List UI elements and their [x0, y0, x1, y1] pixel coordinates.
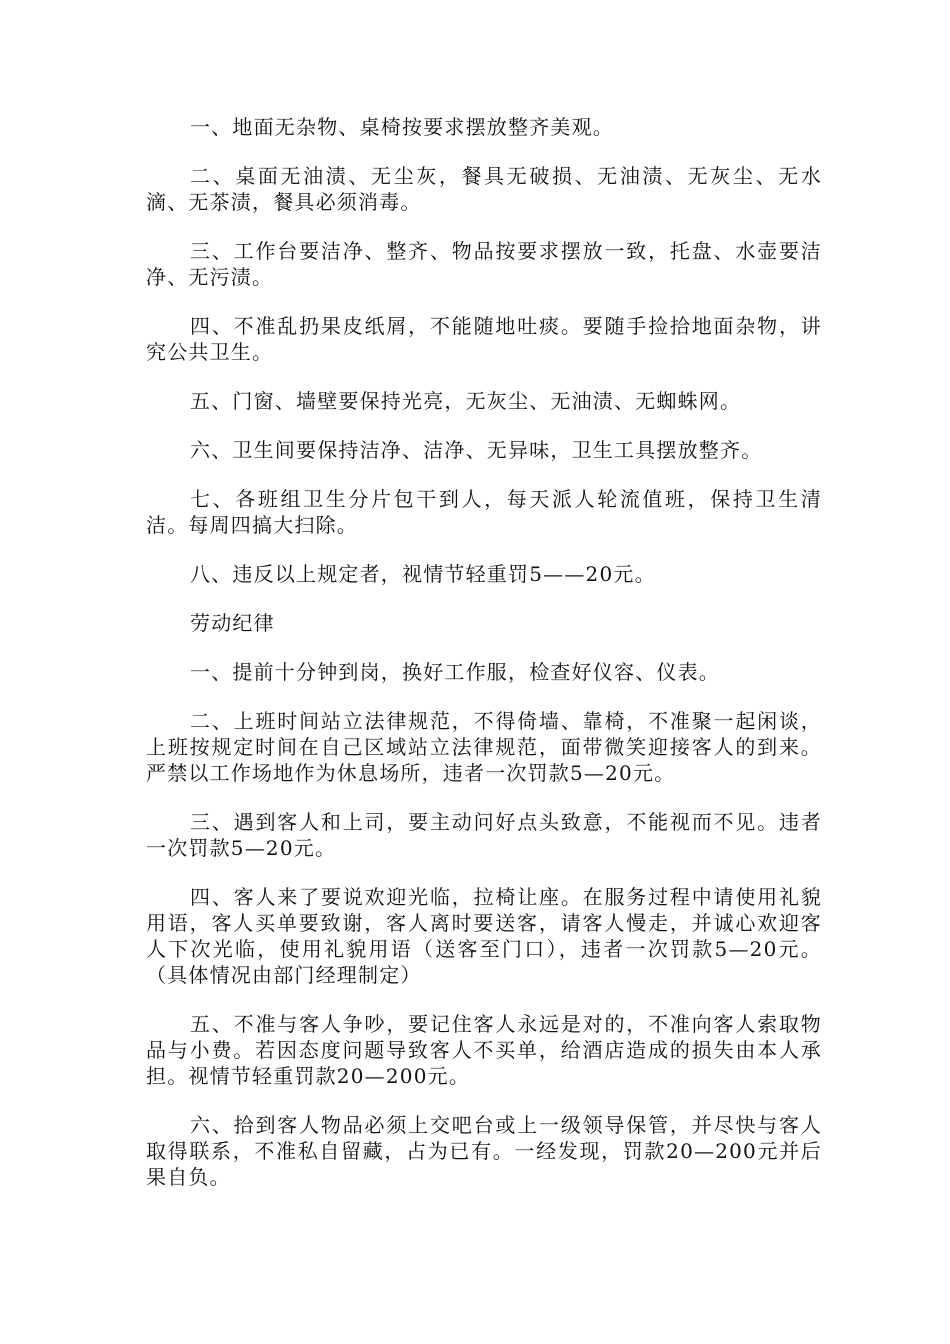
paragraph-1: 一、地面无杂物、桌椅按要求摆放整齐美观。 [190, 115, 614, 139]
paragraph-11: 三、遇到客人和上司，要主动问好点头致意，不能视而不见。违者一次罚款5—20元。 [146, 810, 822, 860]
paragraph-10: 二、上班时间站立法律规范，不得倚墙、靠椅，不准聚一起闲谈，上班按规定时间在自己区域站立法律规范，面带微笑迎接客人的到来。严禁以工作场地作为休息场所，违者一次罚款5—20元。 [146, 709, 822, 785]
paragraph-14: 六、拾到客人物品必须上交吧台或上一级领导保管，并尽快与客人取得联系，不准私自留藏，占为已有。一经发现，罚款20—200元并后果自负。 [146, 1113, 822, 1189]
paragraph-6: 六、卫生间要保持洁净、洁净、无异味，卫生工具摆放整齐。 [190, 438, 763, 462]
paragraph-7: 七、各班组卫生分片包干到人，每天派人轮流值班，保持卫生清洁。每周四搞大扫除。 [146, 487, 822, 537]
paragraph-4: 四、不准乱扔果皮纸屑，不能随地吐痰。要随手捡拾地面杂物，讲究公共卫生。 [146, 314, 822, 364]
document-body [146, 114, 822, 1213]
paragraph-2: 二、桌面无油渍、无尘灰，餐具无破损、无油渍、无灰尘、无水滴、无茶渍，餐具必须消毒。 [146, 164, 822, 214]
paragraph-9: 一、提前十分钟到岗，换好工作服，检查好仪容、仪表。 [190, 660, 720, 684]
paragraph-8: 八、违反以上规定者，视情节轻重罚5——20元。 [190, 562, 656, 586]
paragraph-3: 三、工作台要洁净、整齐、物品按要求摆放一致，托盘、水壶要洁净、无污渍。 [146, 239, 822, 289]
section-heading-labor-discipline: 劳动纪律 [190, 611, 275, 635]
paragraph-12: 四、客人来了要说欢迎光临，拉椅让座。在服务过程中请使用礼貌用语，客人买单要致谢，客人离时要送客，请客人慢走，并诚心欢迎客人下次光临，使用礼貌用语（送客至门口），违者一次罚款5—20元。（具体情况由部门经理制定） [146, 885, 822, 987]
paragraph-13: 五、不准与客人争吵，要记住客人永远是对的，不准向客人索取物品与小费。若因态度问题导致客人不买单，给酒店造成的损失由本人承担。视情节轻重罚款20—200元。 [146, 1012, 822, 1088]
paragraph-5: 五、门窗、墙壁要保持光亮，无灰尘、无油渍、无蜘蛛网。 [190, 389, 742, 413]
